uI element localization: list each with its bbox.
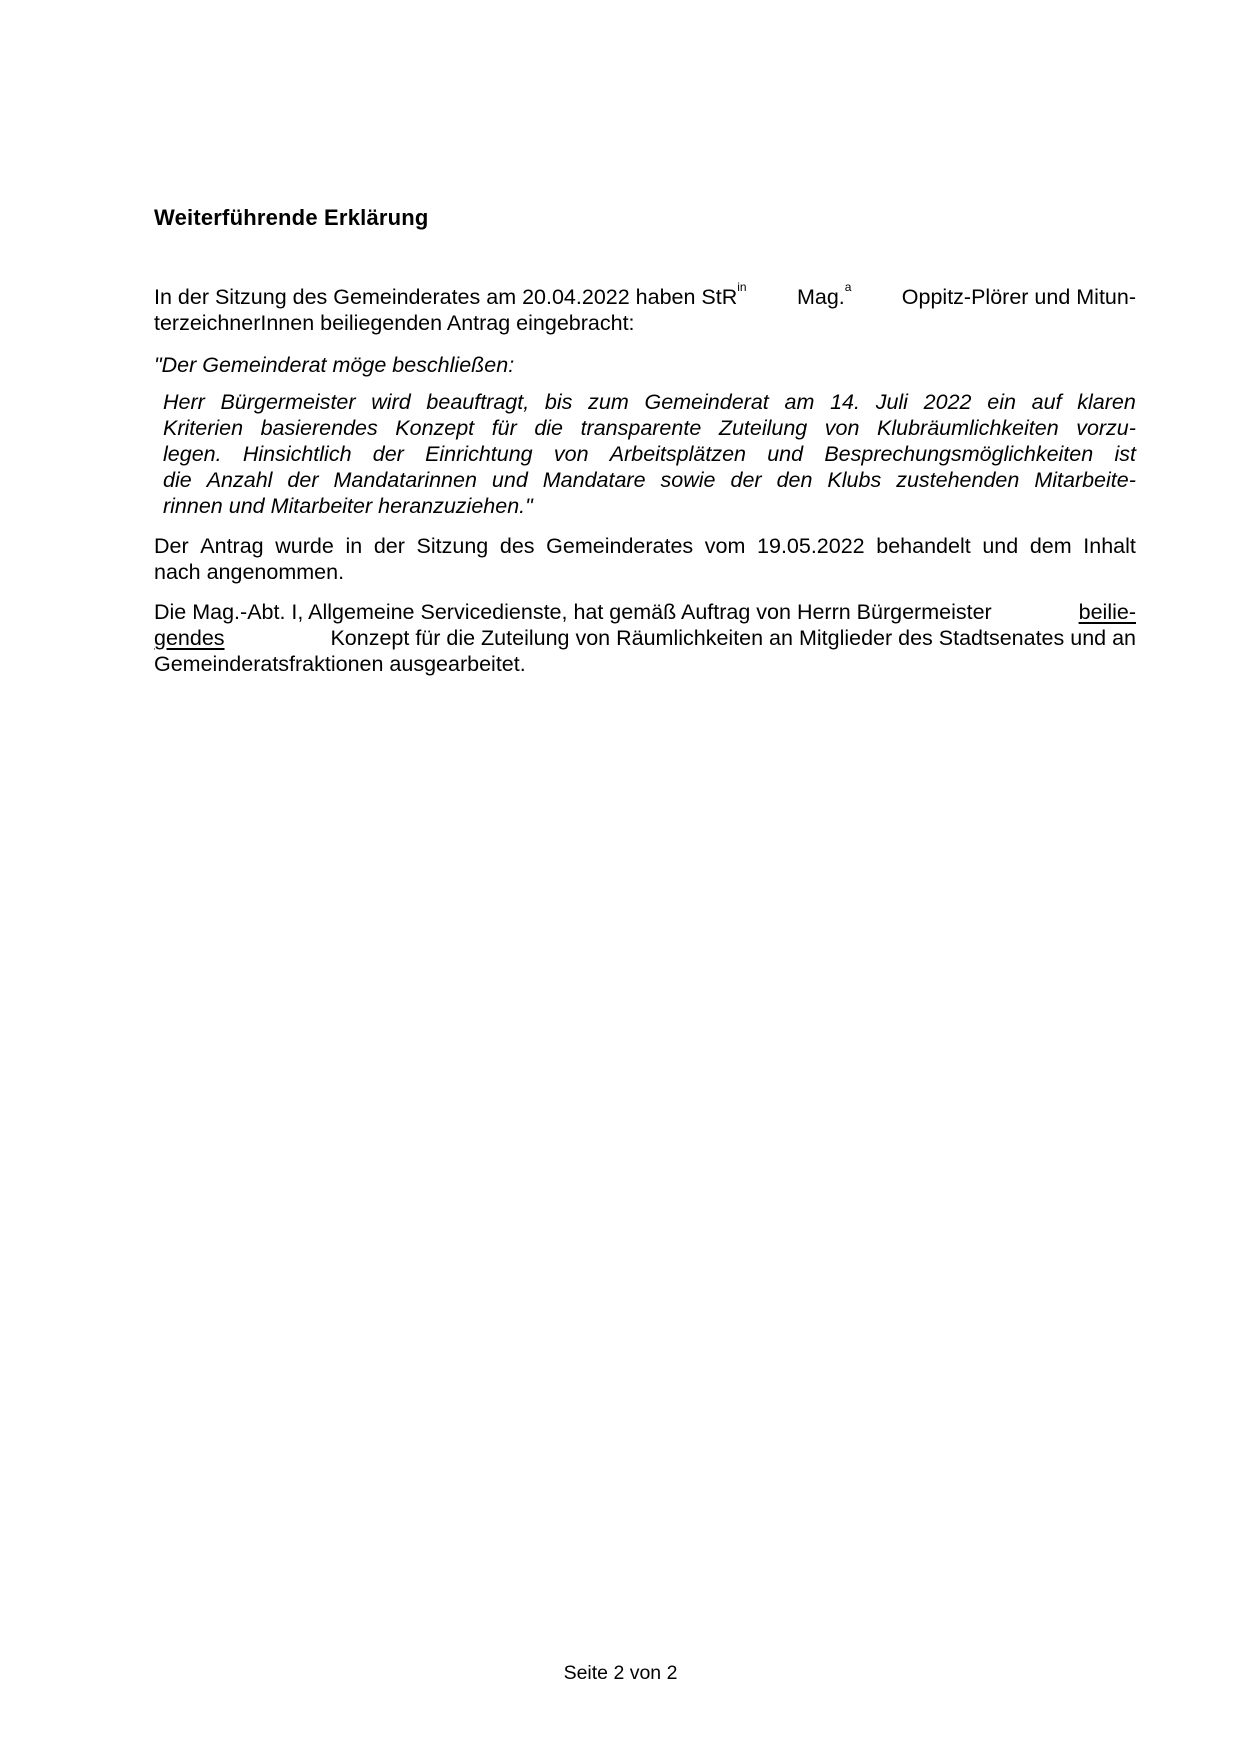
superscript-a: a [844, 280, 852, 294]
word: den [776, 468, 813, 492]
department-paragraph [154, 599, 1136, 677]
word: transparente [580, 416, 702, 440]
quote-block [163, 389, 1136, 519]
intro-line-2: terzeichnerInnen beiliegenden Antrag eingebracht: [154, 311, 635, 335]
intro-paragraph [154, 280, 1136, 336]
word: behandelt [876, 534, 971, 558]
intro-line-1 [154, 280, 1136, 310]
word: Herr [163, 390, 205, 414]
word: sowie [660, 468, 716, 492]
word: Inhalt [1083, 534, 1136, 558]
word: auf [1031, 390, 1062, 414]
word: des [499, 534, 535, 558]
word: Sitzung [416, 534, 489, 558]
word: Konzept [395, 416, 475, 440]
word: Bürgermeister [220, 390, 356, 414]
word: vom [704, 534, 746, 558]
word: Arbeitsplätzen [609, 442, 746, 466]
quote-line [163, 467, 1136, 493]
word: wird [371, 390, 411, 414]
word: Zuteilung [718, 416, 808, 440]
word: 2022 [923, 390, 972, 414]
word: bis [544, 390, 573, 414]
result-line: nach angenommen. [154, 560, 345, 584]
word: klaren [1077, 390, 1136, 414]
section-heading: Weiterführende Erklärung [154, 205, 429, 230]
word: 14. [830, 390, 860, 414]
word: ein [987, 390, 1016, 414]
word: Mandatare [542, 468, 646, 492]
word: ist [1114, 442, 1136, 466]
result-line [154, 533, 1136, 559]
word: und [982, 534, 1019, 558]
word: der [373, 534, 405, 558]
word: Kriterien [163, 416, 244, 440]
beiliegendes-link-part-2[interactable]: gendes [154, 626, 225, 650]
department-line-1: Die Mag.-Abt. I, Allgemeine Servicedienste, hat gemäß Auftrag von Herrn Bürgermeister beilie- [154, 600, 1136, 624]
word: basierendes [260, 416, 378, 440]
word: Gemeinderates [546, 534, 694, 558]
word: Hinsichtlich [242, 442, 352, 466]
word: dem [1029, 534, 1072, 558]
word: Einrichtung [425, 442, 533, 466]
word: Der [154, 534, 189, 558]
word: die [163, 468, 192, 492]
quote-line [163, 441, 1136, 467]
word: beauftragt, [426, 390, 530, 414]
word: legen. [163, 442, 222, 466]
word: Anzahl [206, 468, 273, 492]
word: 19.05.2022 [757, 534, 865, 558]
word: vorzu- [1076, 416, 1136, 440]
word: der [287, 468, 319, 492]
quote-line [163, 389, 1136, 415]
word: und [491, 468, 528, 492]
word: der [372, 442, 404, 466]
superscript-in: in [737, 280, 747, 294]
quote-line [163, 415, 1136, 441]
department-line-2: gendes Konzept für die Zuteilung von Räumlichkeiten an Mitglieder des Stadtsenates und an [154, 626, 1136, 650]
word: Mitarbeite- [1034, 468, 1136, 492]
word: und [767, 442, 804, 466]
word: Mandatarinnen [333, 468, 477, 492]
word: Klubs [827, 468, 882, 492]
word: die [534, 416, 564, 440]
intro-line-1-title: Mag.$^a$ [796, 280, 852, 309]
word: am [784, 390, 815, 414]
word: von [824, 416, 860, 440]
intro-line-1-end: Oppitz-Plörer und Mitun- [901, 285, 1136, 309]
word: in [345, 534, 363, 558]
word: für [491, 416, 517, 440]
word: Klubräumlichkeiten [877, 416, 1059, 440]
word: Gemeinderat [644, 390, 769, 414]
intro-line-1-text: In der Sitzung des Gemeinderates am 20.04.2022 haben StR$^{in}$ [154, 280, 747, 309]
word: Juli [875, 390, 908, 414]
word: zustehenden [896, 468, 1020, 492]
word: zum [588, 390, 629, 414]
word: der [730, 468, 762, 492]
quote-intro: "Der Gemeinderat möge beschließen: [154, 353, 515, 377]
word: wurde [275, 534, 334, 558]
page-footer: Seite 2 von 2 [563, 1662, 678, 1684]
word: Besprechungsmöglichkeiten [824, 442, 1094, 466]
quote-line: rinnen und Mitarbeiter heranzuziehen." [163, 494, 533, 518]
result-paragraph [154, 533, 1136, 585]
department-line-3: Gemeinderatsfraktionen ausgearbeitet. [154, 652, 526, 676]
beiliegendes-link-part-1[interactable]: beilie- [1078, 600, 1136, 624]
word: von [553, 442, 589, 466]
word: Antrag [200, 534, 264, 558]
